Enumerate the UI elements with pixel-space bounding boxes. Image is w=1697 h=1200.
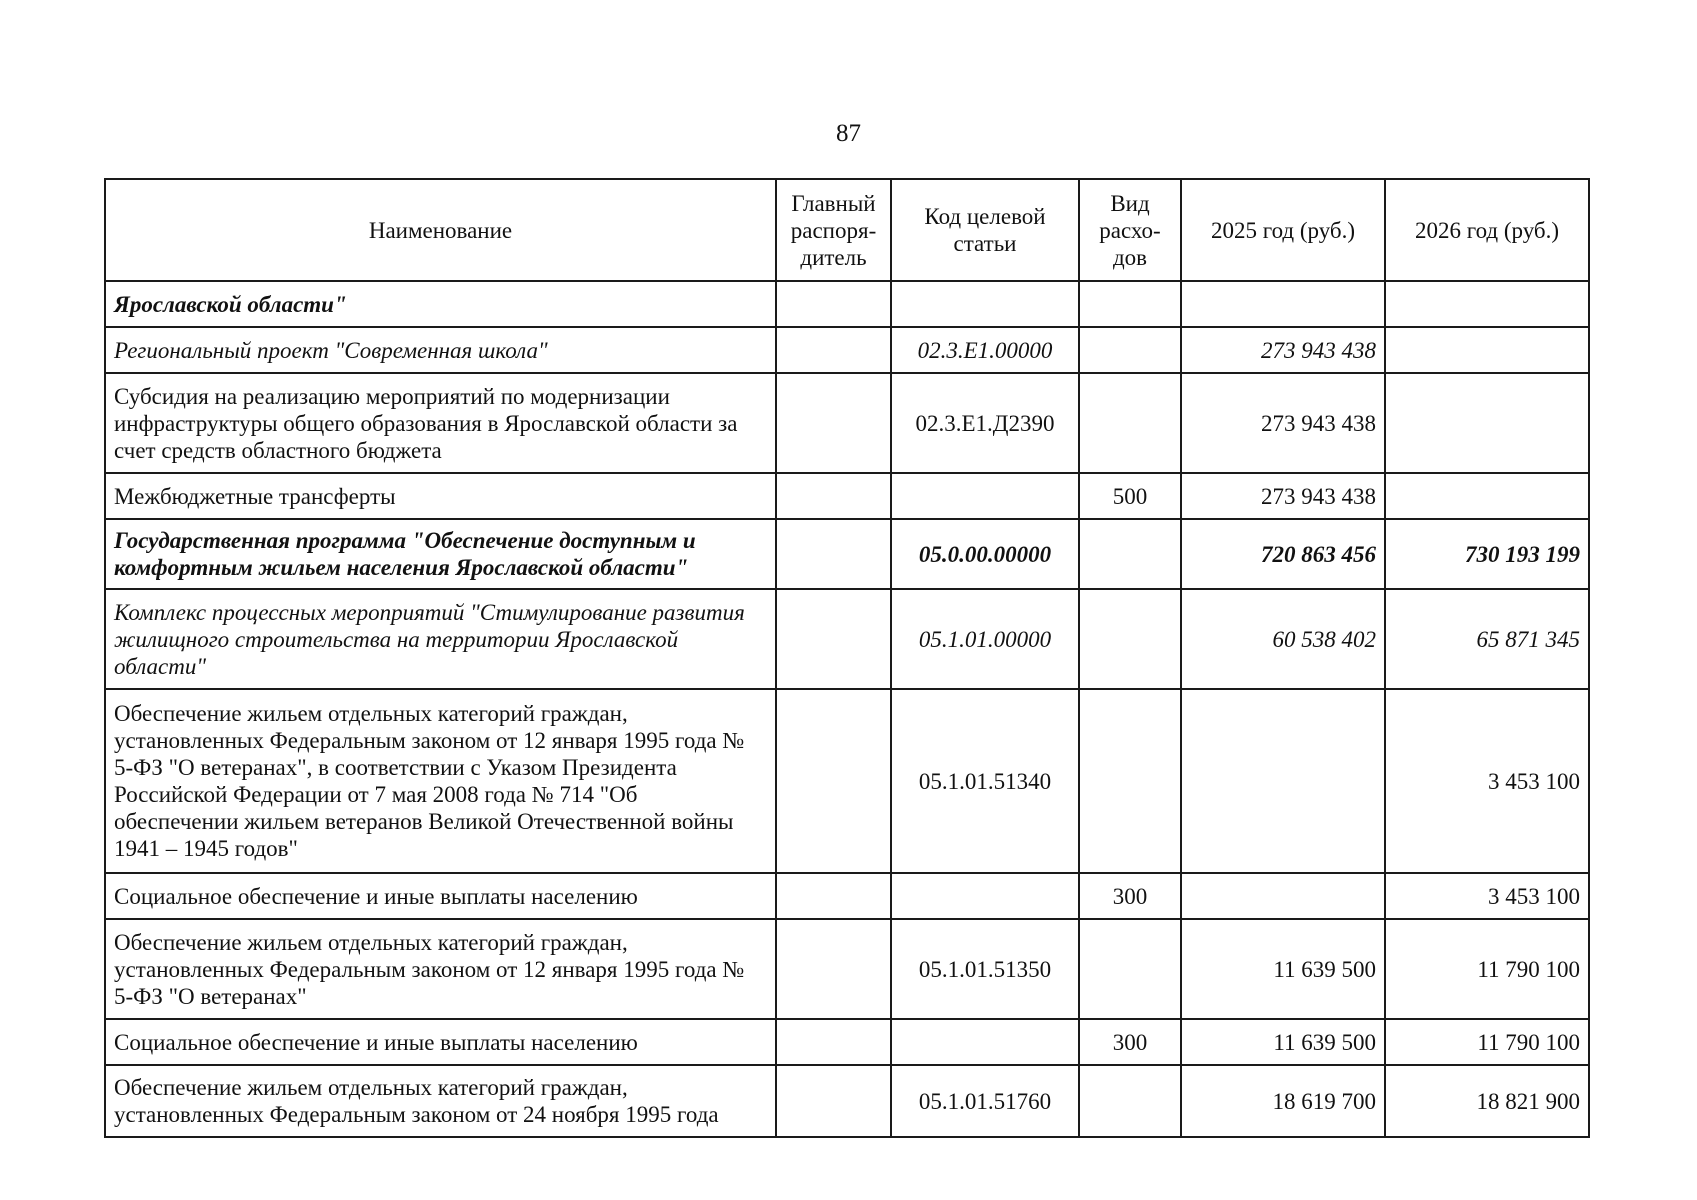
row-code: 05.1.01.51760: [891, 1065, 1079, 1137]
row-manager: [776, 873, 891, 919]
row-2026: [1385, 373, 1589, 473]
row-manager: [776, 919, 891, 1019]
row-kind: [1079, 689, 1181, 873]
row-name: Субсидия на реализацию мероприятий по модернизации инфраструктуры общего образования в Ярославской области за счет средств областного бюджета: [105, 373, 776, 473]
table-row: [105, 589, 1589, 689]
row-code: [891, 281, 1079, 327]
row-manager: [776, 589, 891, 689]
row-2026: 11 790 100: [1385, 919, 1589, 1019]
row-kind: [1079, 327, 1181, 373]
row-2025: 720 863 456: [1181, 519, 1385, 589]
row-2025: [1181, 873, 1385, 919]
header-2025: 2025 год (руб.): [1181, 179, 1385, 281]
row-2025: 273 943 438: [1181, 327, 1385, 373]
row-name: Ярославской области": [105, 281, 776, 327]
row-name: Социальное обеспечение и иные выплаты населению: [105, 1019, 776, 1065]
row-2026: 18 821 900: [1385, 1065, 1589, 1137]
header-manager: Главный распоря-дитель: [776, 179, 891, 281]
row-2026: [1385, 281, 1589, 327]
row-name: Обеспечение жильем отдельных категорий граждан, установленных Федеральным законом от 12 января 1995 года № 5-ФЗ "О ветеранах": [105, 919, 776, 1019]
row-manager: [776, 689, 891, 873]
row-manager: [776, 281, 891, 327]
page-number: 87: [836, 120, 861, 147]
row-2026: 3 453 100: [1385, 689, 1589, 873]
row-manager: [776, 373, 891, 473]
table-row: [105, 689, 1589, 873]
row-kind: [1079, 519, 1181, 589]
row-manager: [776, 1019, 891, 1065]
row-2026: 65 871 345: [1385, 589, 1589, 689]
row-name: Комплекс процессных мероприятий "Стимулирование развития жилищного строительства на территории Ярославской области": [105, 589, 776, 689]
table-row: [105, 1019, 1589, 1065]
row-kind: [1079, 1065, 1181, 1137]
row-2026: 730 193 199: [1385, 519, 1589, 589]
table-row: [105, 873, 1589, 919]
row-kind: [1079, 373, 1181, 473]
row-code: [891, 873, 1079, 919]
row-2025: 273 943 438: [1181, 473, 1385, 519]
row-2026: 11 790 100: [1385, 1019, 1589, 1065]
header-code: Код целевой статьи: [891, 179, 1079, 281]
row-code: [891, 1019, 1079, 1065]
row-name: Социальное обеспечение и иные выплаты населению: [105, 873, 776, 919]
header-kind: Вид расхо-дов: [1079, 179, 1181, 281]
row-2026: 3 453 100: [1385, 873, 1589, 919]
header-2026: 2026 год (руб.): [1385, 179, 1589, 281]
row-name: Обеспечение жильем отдельных категорий граждан, установленных Федеральным законом от 24 ноября 1995 года: [105, 1065, 776, 1137]
row-name: Государственная программа "Обеспечение доступным и комфортным жильем населения Ярославской области": [105, 519, 776, 589]
row-2025: [1181, 281, 1385, 327]
budget-table: [104, 178, 1590, 1138]
row-code: [891, 473, 1079, 519]
row-2025: 273 943 438: [1181, 373, 1385, 473]
row-code: 05.1.01.00000: [891, 589, 1079, 689]
row-name: Обеспечение жильем отдельных категорий граждан, установленных Федеральным законом от 12 января 1995 года № 5-ФЗ "О ветеранах", в соответствии с Указом Президента Российской Федерации от 7 мая 2008 года № 714 "Об обеспечении жильем ветеранов Великой Отечественной войны 1941 – 1945 годов": [105, 689, 776, 873]
table-row: [105, 373, 1589, 473]
table-row: [105, 473, 1589, 519]
row-name: Региональный проект "Современная школа": [105, 327, 776, 373]
row-2025: [1181, 689, 1385, 873]
table-row: [105, 1065, 1589, 1137]
row-2026: [1385, 473, 1589, 519]
row-manager: [776, 519, 891, 589]
row-manager: [776, 1065, 891, 1137]
row-kind: 300: [1079, 1019, 1181, 1065]
row-2025: 18 619 700: [1181, 1065, 1385, 1137]
row-code: 02.3.Е1.00000: [891, 327, 1079, 373]
row-manager: [776, 327, 891, 373]
table-header-row: [105, 179, 1589, 281]
row-kind: [1079, 589, 1181, 689]
row-kind: [1079, 281, 1181, 327]
table-row: [105, 281, 1589, 327]
header-name: Наименование: [105, 179, 776, 281]
row-code: 05.0.00.00000: [891, 519, 1079, 589]
row-kind: 300: [1079, 873, 1181, 919]
row-2025: 11 639 500: [1181, 919, 1385, 1019]
table-row: [105, 919, 1589, 1019]
row-kind: 500: [1079, 473, 1181, 519]
table-row: [105, 519, 1589, 589]
table-row: [105, 327, 1589, 373]
row-2026: [1385, 327, 1589, 373]
row-code: 05.1.01.51350: [891, 919, 1079, 1019]
row-2025: 11 639 500: [1181, 1019, 1385, 1065]
row-code: 05.1.01.51340: [891, 689, 1079, 873]
row-kind: [1079, 919, 1181, 1019]
row-2025: 60 538 402: [1181, 589, 1385, 689]
row-code: 02.3.Е1.Д2390: [891, 373, 1079, 473]
row-manager: [776, 473, 891, 519]
row-name: Межбюджетные трансферты: [105, 473, 776, 519]
